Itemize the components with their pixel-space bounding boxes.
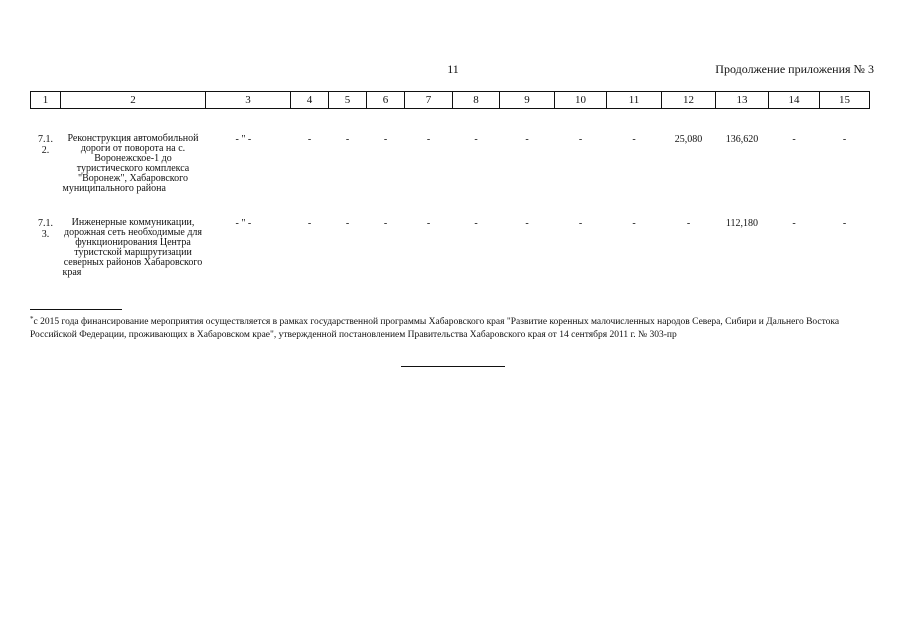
table-cell: - bbox=[345, 218, 350, 229]
column-header: 6 bbox=[367, 92, 405, 109]
table-cell: - bbox=[383, 134, 388, 145]
header-row bbox=[31, 92, 870, 109]
row-number-text: 7.1. 2. bbox=[38, 134, 53, 156]
column-header: 4 bbox=[291, 92, 329, 109]
row-number bbox=[31, 214, 61, 298]
table-cell: 25,080 bbox=[674, 134, 703, 145]
column-header: 14 bbox=[769, 92, 820, 109]
column-header: 13 bbox=[716, 92, 769, 109]
table-cell: - bbox=[307, 134, 312, 145]
row-name: Инженерные коммуникации, дорожная сеть необходимые для функционирования Центра туристской маршрутизации северных районов Хабаровского края bbox=[62, 217, 203, 278]
table-cell: - bbox=[632, 134, 636, 145]
table-cell: 112,180 bbox=[725, 218, 759, 229]
table-cell: - bbox=[792, 134, 796, 145]
table-cell: - bbox=[383, 218, 388, 229]
appendix-table bbox=[30, 91, 870, 298]
table-cell: - bbox=[345, 134, 350, 145]
column-header: 1 bbox=[31, 92, 61, 109]
continuation-label: Продолжение приложения № 3 bbox=[715, 62, 874, 76]
column-header: 10 bbox=[555, 92, 607, 109]
table-cell: - bbox=[842, 134, 847, 145]
row-number-text: 7.1. 3. bbox=[38, 218, 53, 240]
table-cell: 136,620 bbox=[725, 134, 759, 145]
table-cell: - bbox=[426, 134, 431, 145]
page-number: 11 bbox=[447, 62, 459, 76]
column-header: 3 bbox=[206, 92, 291, 109]
table-cell: - bbox=[474, 134, 478, 145]
row-number bbox=[31, 109, 61, 215]
column-header: 9 bbox=[500, 92, 555, 109]
column-header: 12 bbox=[662, 92, 716, 109]
footnote bbox=[30, 313, 875, 342]
row-ditto: - " - bbox=[235, 134, 252, 145]
row-ditto: - " - bbox=[235, 218, 252, 229]
table-cell: - bbox=[632, 218, 636, 229]
table-cell: - bbox=[307, 218, 312, 229]
table-cell: - bbox=[842, 218, 847, 229]
footnote-divider bbox=[30, 309, 122, 310]
column-header: 7 bbox=[405, 92, 453, 109]
table-cell: - bbox=[792, 218, 796, 229]
column-header: 2 bbox=[61, 92, 206, 109]
end-divider bbox=[401, 366, 505, 367]
table-cell: - bbox=[578, 134, 583, 145]
table-cell: - bbox=[525, 218, 529, 229]
table-row bbox=[31, 109, 870, 215]
table-cell: - bbox=[426, 218, 431, 229]
column-header: 8 bbox=[453, 92, 500, 109]
table-cell: - bbox=[474, 218, 478, 229]
column-header: 5 bbox=[329, 92, 367, 109]
footnote-text: с 2015 года финансирование мероприятия осуществляется в рамках государственной программы Хабаровского края "Развитие коренных малочисленных народов Севера, Сибири и Дальнего Востока Российской Федерации, проживающих в Хабаровском крае", утвержденной постановлением Правительства Хабаровского края от 14 сентября 2011 г. № 303-пр bbox=[30, 317, 840, 340]
table-cell: - bbox=[525, 134, 529, 145]
table-cell: - bbox=[686, 218, 691, 229]
column-header: 11 bbox=[607, 92, 662, 109]
table-row bbox=[31, 214, 870, 298]
row-name: Реконструкция автомобильной дороги от поворота на с. Воронежское-1 до туристического комплекса "Воронеж", Хабаровского муниципального района bbox=[62, 133, 199, 194]
footnote-mark: * bbox=[30, 315, 34, 323]
table-cell: - bbox=[578, 218, 583, 229]
column-header: 15 bbox=[820, 92, 870, 109]
